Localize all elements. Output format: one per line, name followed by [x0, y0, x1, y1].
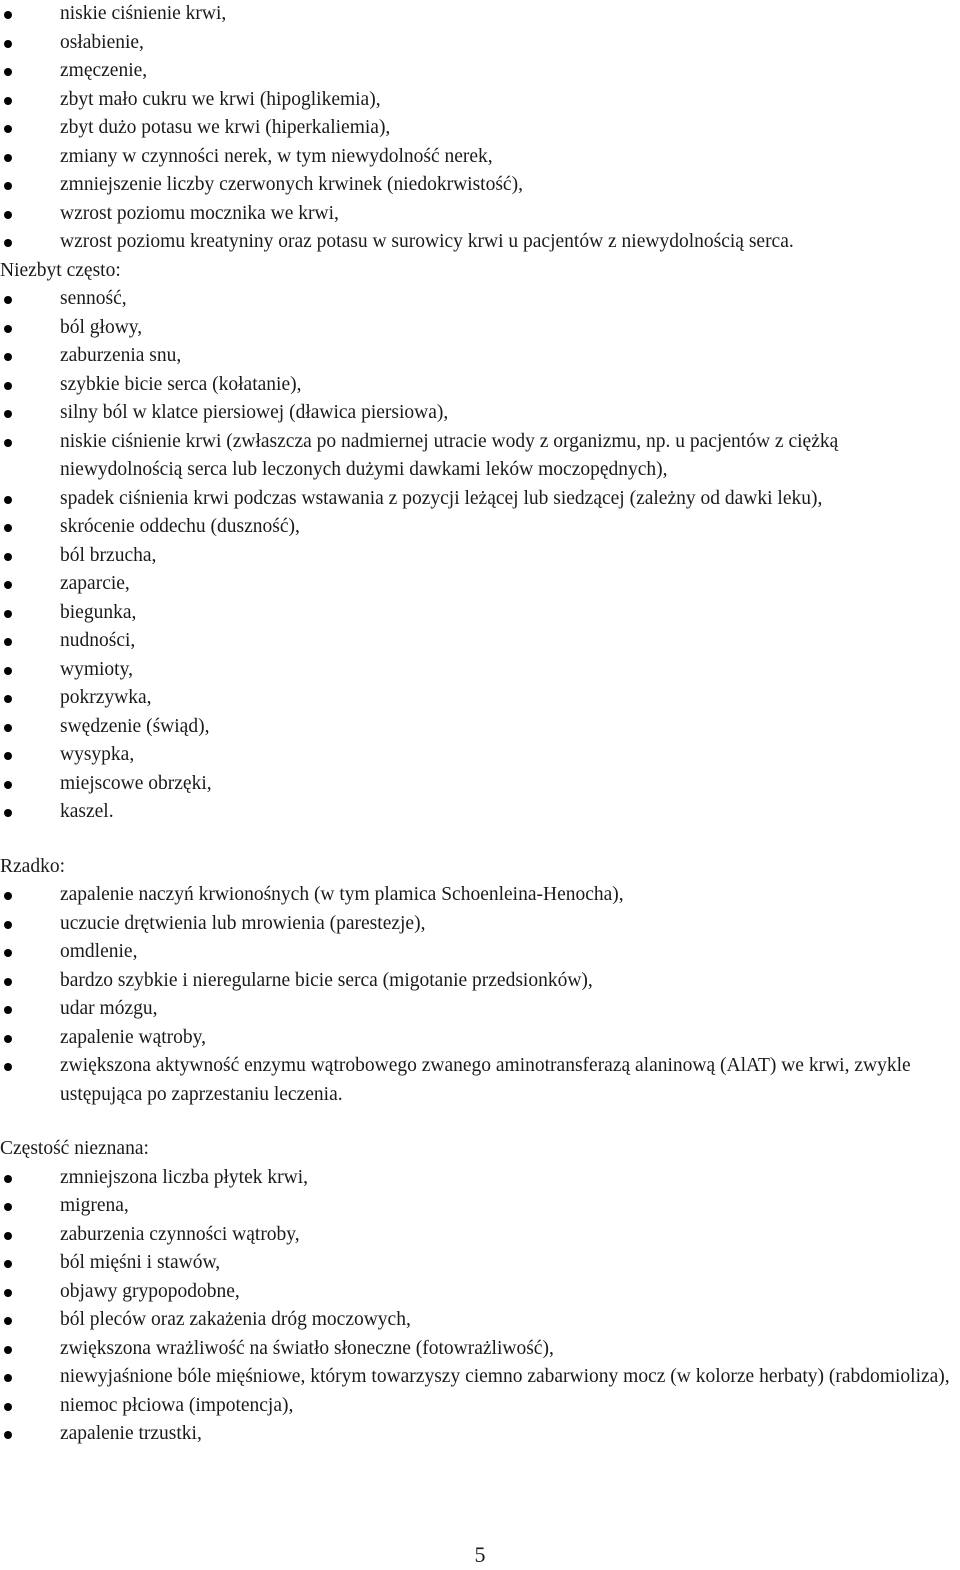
bullet-icon	[4, 97, 12, 105]
section-uncommon	[0, 257, 960, 827]
bullet-icon	[4, 581, 12, 589]
list-item-text: biegunka,	[60, 601, 137, 623]
list-item	[0, 1052, 960, 1109]
bullet-icon	[4, 1063, 12, 1071]
bullet-icon	[4, 724, 12, 732]
side-effects-list-common	[0, 0, 960, 257]
bullet-icon	[4, 695, 12, 703]
list-item-text: wzrost poziomu kreatyniny oraz potasu w surowicy krwi u pacjentów z niewydolnością serca.	[60, 231, 794, 252]
bullet-icon	[4, 325, 12, 333]
list-item	[0, 656, 960, 685]
bullet-icon	[4, 1317, 12, 1325]
bullet-icon	[4, 610, 12, 618]
list-item-text: zapalenie trzustki,	[60, 1423, 202, 1444]
list-item	[0, 967, 960, 996]
bullet-icon	[4, 11, 12, 19]
list-item	[0, 1164, 960, 1193]
list-item	[0, 200, 960, 229]
list-item	[0, 399, 960, 428]
bullet-icon	[4, 40, 12, 48]
list-item	[0, 485, 960, 514]
side-effects-list-rare	[0, 881, 960, 1109]
section-heading-rare: Rzadko:	[0, 855, 65, 877]
list-item-text: zmiany w czynności nerek, w tym niewydolność nerek,	[60, 145, 493, 167]
list-item-text: niemoc płciowa (impotencja),	[60, 1394, 294, 1416]
bullet-icon	[4, 1035, 12, 1043]
list-item	[0, 741, 960, 770]
list-item-text: zbyt mało cukru we krwi (hipoglikemia),	[60, 88, 381, 110]
list-item-text: kaszel.	[60, 801, 114, 822]
list-item	[0, 570, 960, 599]
list-item-text: niewyjaśnione bóle mięśniowe, którym towarzyszy ciemno zabarwiony mocz (w kolorze herbaty) (rabdomioliza),	[60, 1366, 950, 1387]
list-item-text: swędzenie (świąd),	[60, 715, 210, 737]
bullet-icon	[4, 949, 12, 957]
bullet-icon	[4, 296, 12, 304]
list-item-text: udar mózgu,	[60, 998, 158, 1019]
list-item-text: ból mięśni i stawów,	[60, 1252, 221, 1273]
list-item	[0, 1249, 960, 1278]
bullet-icon	[4, 1346, 12, 1354]
list-item	[0, 428, 960, 485]
list-item-text: wzrost poziomu mocznika we krwi,	[60, 202, 339, 224]
bullet-icon	[4, 439, 12, 447]
bullet-icon	[4, 1175, 12, 1183]
list-item	[0, 0, 960, 29]
list-item	[0, 513, 960, 542]
list-item	[0, 938, 960, 967]
list-item-text: ból brzucha,	[60, 544, 157, 566]
list-item	[0, 627, 960, 656]
bullet-icon	[4, 410, 12, 418]
list-item-text: osłabienie,	[60, 31, 144, 53]
bullet-icon	[4, 353, 12, 361]
list-item	[0, 798, 960, 827]
list-item-text: zaburzenia snu,	[60, 345, 182, 366]
list-item	[0, 1024, 960, 1053]
list-item-text: miejscowe obrzęki,	[60, 772, 212, 794]
bullet-icon	[4, 1006, 12, 1014]
list-item-text: uczucie drętwienia lub mrowienia (parestezje),	[60, 912, 426, 934]
bullet-icon	[4, 978, 12, 986]
list-item-text: skrócenie oddechu (duszność),	[60, 516, 300, 537]
list-item	[0, 881, 960, 910]
section-heading-unknown-frequency: Częstość nieznana:	[0, 1138, 149, 1159]
list-item-text: omdlenie,	[60, 941, 138, 962]
list-item-text: niskie ciśnienie krwi (zwłaszcza po nadmiernej utracie wody z organizmu, np. u pacjentów z ciężką niewydolnością serca lub leczonych dużymi dawkami leków moczopędnych),	[60, 430, 839, 480]
side-effects-list-uncommon	[0, 285, 960, 827]
list-item-text: nudności,	[60, 630, 136, 651]
bullet-icon	[4, 809, 12, 817]
bullet-icon	[4, 781, 12, 789]
list-item-text: ból pleców oraz zakażenia dróg moczowych,	[60, 1309, 411, 1330]
bullet-icon	[4, 1431, 12, 1439]
list-item-text: szybkie bicie serca (kołatanie),	[60, 373, 302, 395]
bullet-icon	[4, 382, 12, 390]
list-item-text: silny ból w klatce piersiowej (dławica piersiowa),	[60, 402, 449, 423]
list-item-text: zmniejszona liczba płytek krwi,	[60, 1166, 308, 1188]
bullet-icon	[4, 154, 12, 162]
list-item	[0, 1392, 960, 1421]
side-effects-list-unknown-frequency	[0, 1164, 960, 1449]
list-item	[0, 1420, 960, 1449]
list-item	[0, 542, 960, 571]
list-item	[0, 86, 960, 115]
list-item	[0, 1306, 960, 1335]
list-item-text: zaburzenia czynności wątroby,	[60, 1223, 300, 1245]
bullet-icon	[4, 1374, 12, 1382]
bullet-icon	[4, 892, 12, 900]
bullet-icon	[4, 1232, 12, 1240]
list-item	[0, 285, 960, 314]
list-item	[0, 910, 960, 939]
list-item-text: zbyt dużo potasu we krwi (hiperkaliemia),	[60, 117, 391, 138]
list-item-text: zmniejszenie liczby czerwonych krwinek (niedokrwistość),	[60, 174, 523, 195]
list-item-text: objawy grypopodobne,	[60, 1280, 240, 1302]
bullet-icon	[4, 1203, 12, 1211]
section-unknown-frequency	[0, 1135, 960, 1449]
section-rare	[0, 853, 960, 1110]
list-item	[0, 713, 960, 742]
list-item	[0, 57, 960, 86]
list-item	[0, 314, 960, 343]
list-item	[0, 29, 960, 58]
list-item	[0, 1192, 960, 1221]
section-heading-uncommon: Niezbyt często:	[0, 259, 121, 281]
bullet-icon	[4, 239, 12, 247]
list-item-text: zapalenie wątroby,	[60, 1026, 206, 1048]
list-item-text: migrena,	[60, 1195, 129, 1216]
list-item	[0, 114, 960, 143]
bullet-icon	[4, 211, 12, 219]
bullet-icon	[4, 752, 12, 760]
list-item-text: wysypka,	[60, 744, 135, 765]
list-item	[0, 770, 960, 799]
list-item-text: ból głowy,	[60, 316, 143, 338]
bullet-icon	[4, 1289, 12, 1297]
list-item-text: niskie ciśnienie krwi,	[60, 3, 227, 24]
list-item	[0, 371, 960, 400]
bullet-icon	[4, 667, 12, 675]
bullet-icon	[4, 638, 12, 646]
list-item-text: wymioty,	[60, 658, 133, 680]
bullet-icon	[4, 553, 12, 561]
bullet-icon	[4, 182, 12, 190]
list-item	[0, 1363, 960, 1392]
bullet-icon	[4, 68, 12, 76]
list-item-text: bardzo szybkie i nieregularne bicie serca (migotanie przedsionków),	[60, 969, 593, 991]
list-item-text: zaparcie,	[60, 573, 130, 594]
list-item	[0, 599, 960, 628]
bullet-icon	[4, 1260, 12, 1268]
bullet-icon	[4, 1403, 12, 1411]
list-item-text: pokrzywka,	[60, 687, 152, 708]
list-item	[0, 1221, 960, 1250]
bullet-icon	[4, 125, 12, 133]
bullet-icon	[4, 524, 12, 532]
list-item	[0, 171, 960, 200]
list-item	[0, 228, 960, 257]
bullet-icon	[4, 921, 12, 929]
list-item-text: zwiększona wrażliwość na światło słoneczne (fotowrażliwość),	[60, 1337, 554, 1359]
list-item	[0, 995, 960, 1024]
page-number: 5	[474, 1542, 486, 1567]
list-item-text: zwiększona aktywność enzymu wątrobowego zwanego aminotransferazą alaninową (AlAT) we krwi, zwykle ustępująca po zaprzestaniu leczenia.	[60, 1055, 911, 1105]
list-item-text: spadek ciśnienia krwi podczas wstawania z pozycji leżącej lub siedzącej (zależny od dawki leku),	[60, 487, 823, 509]
list-item	[0, 143, 960, 172]
list-item-text: zmęczenie,	[60, 60, 148, 81]
list-item-text: zapalenie naczyń krwionośnych (w tym plamica Schoenleina-Henocha),	[60, 884, 624, 905]
list-item	[0, 342, 960, 371]
list-item-text: senność,	[60, 288, 127, 309]
list-item	[0, 1278, 960, 1307]
list-item	[0, 1335, 960, 1364]
list-item	[0, 684, 960, 713]
bullet-icon	[4, 496, 12, 504]
